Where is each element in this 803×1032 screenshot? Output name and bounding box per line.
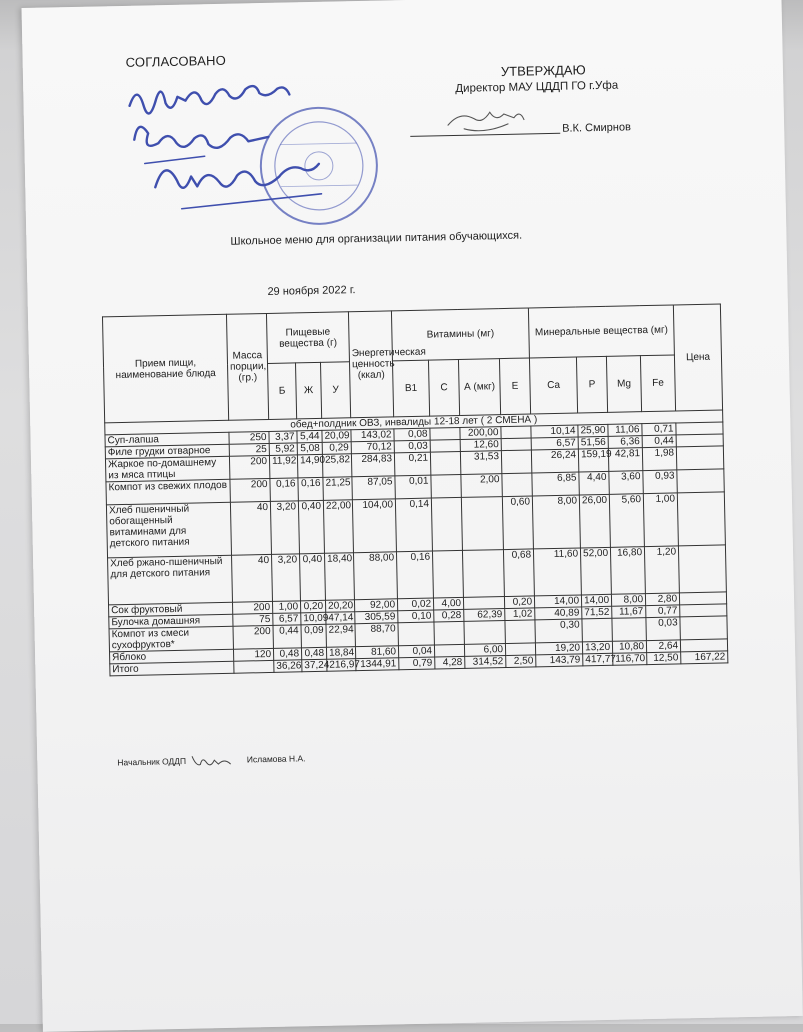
value-cell: 116,70	[613, 653, 647, 666]
value-cell: 200	[233, 625, 273, 649]
value-cell: 305,59	[355, 611, 398, 624]
value-cell: 0,44	[273, 625, 301, 649]
director-name: В.К. Смирнов	[562, 121, 631, 135]
value-cell: 40	[232, 554, 273, 602]
value-cell: 40,89	[535, 607, 582, 620]
value-cell: 0,16	[396, 551, 433, 599]
value-cell: 11,67	[612, 606, 646, 619]
dish-name-cell: Хлеб пшеничный обогащенный витаминами для детского питания	[106, 502, 231, 558]
value-cell: 6,57	[531, 437, 578, 450]
value-cell: 5,92	[269, 443, 297, 456]
value-cell: 4,40	[579, 471, 609, 495]
header-zh: Ж	[295, 362, 321, 419]
value-cell: 2,80	[645, 593, 679, 606]
value-cell: 0,03	[646, 617, 681, 641]
value-cell: 0,48	[273, 648, 301, 661]
value-cell: 1,20	[644, 546, 679, 594]
header-b: Б	[268, 363, 297, 420]
approved-heading: СОГЛАСОВАНО	[125, 52, 227, 70]
value-cell: 2,50	[506, 655, 536, 668]
value-cell	[677, 492, 725, 546]
header-minerals: Минеральные вещества (мг)	[528, 305, 674, 358]
value-cell: 200,00	[460, 427, 501, 440]
value-cell: 52,00	[580, 547, 611, 595]
value-cell: 0,60	[502, 496, 533, 550]
value-cell: 75	[233, 613, 273, 626]
value-cell: 0,04	[398, 645, 434, 658]
value-cell: 22,00	[323, 500, 353, 554]
value-cell: 104,00	[352, 499, 396, 553]
value-cell: 0,09	[301, 624, 326, 648]
value-cell	[432, 550, 463, 598]
footer-signature	[188, 752, 234, 771]
value-cell: 3,20	[272, 554, 301, 602]
value-cell: 11,60	[533, 548, 581, 596]
value-cell	[430, 451, 460, 475]
dish-name-cell: Компот из смеси сухофруктов*	[109, 626, 233, 652]
document-sheet	[22, 0, 803, 1032]
value-cell: 25,90	[578, 424, 608, 437]
value-cell: 88,00	[353, 552, 397, 600]
value-cell: 71,52	[582, 606, 612, 619]
value-cell: 167,22	[681, 651, 728, 664]
value-cell: 6,57	[273, 613, 301, 626]
value-cell: 0,28	[434, 609, 464, 622]
value-cell: 1,98	[642, 447, 677, 471]
value-cell: 8,00	[532, 495, 580, 549]
value-cell: 0,68	[503, 549, 534, 597]
value-cell: 8,00	[611, 594, 645, 607]
value-cell: 1,00	[643, 493, 678, 547]
header-c: C	[428, 359, 459, 416]
value-cell: 14,00	[581, 594, 611, 607]
value-cell: 0,10	[398, 610, 434, 623]
value-cell: 3,60	[609, 471, 643, 495]
value-cell: 5,08	[297, 442, 322, 455]
value-cell: 25,82	[322, 454, 351, 478]
dish-name-cell: Жаркое по-домашнему из мяса птицы	[105, 456, 229, 482]
value-cell: 0,30	[535, 619, 582, 643]
value-cell	[676, 434, 723, 447]
value-cell	[680, 639, 727, 652]
value-cell: 0,02	[397, 598, 433, 611]
value-cell: 36,26	[274, 660, 302, 673]
value-cell: 51,56	[578, 436, 608, 449]
header-b1: B1	[392, 360, 429, 417]
value-cell: 284,83	[351, 453, 394, 477]
value-cell: 62,39	[464, 609, 505, 622]
value-cell	[430, 427, 460, 440]
value-cell: 417,77	[583, 653, 613, 666]
value-cell	[612, 618, 646, 642]
value-cell: 10,14	[531, 425, 578, 438]
value-cell	[462, 550, 504, 598]
value-cell: 16,80	[610, 547, 645, 595]
value-cell: 0,40	[299, 553, 325, 601]
dish-name-cell: Суп-лапша	[105, 432, 229, 447]
value-cell: 5,60	[609, 494, 644, 548]
header-a: А (мкг)	[458, 359, 500, 416]
value-cell: 4,00	[433, 597, 463, 610]
value-cell	[679, 592, 726, 605]
value-cell: 14,00	[534, 595, 581, 608]
value-cell: 143,02	[351, 429, 394, 442]
value-cell: 25	[229, 443, 269, 456]
value-cell: 0,71	[642, 423, 676, 436]
value-cell: 26,24	[531, 449, 578, 473]
value-cell: 159,19	[578, 448, 608, 472]
value-cell: 0,44	[642, 435, 676, 448]
value-cell	[582, 618, 612, 642]
value-cell: 250	[229, 431, 269, 444]
header-vitamins: Витамины (мг)	[391, 308, 529, 361]
value-cell: 0,29	[322, 442, 351, 455]
value-cell: 70,12	[351, 441, 394, 454]
dish-name-cell: Филе грудки отварное	[105, 444, 229, 459]
value-cell: 20,20	[325, 600, 354, 613]
value-cell: 0,93	[643, 470, 678, 494]
header-meal: Прием пищи, наименование блюда	[102, 314, 228, 423]
value-cell: 200	[232, 601, 272, 614]
footer-position: Начальник ОДДП	[117, 756, 187, 768]
value-cell: 47,14	[326, 612, 355, 625]
signature-text: Ознакомлено Директор А.Р. Нургалиев	[122, 226, 231, 235]
dish-name-cell: Компот из свежих плодов	[106, 479, 230, 505]
value-cell: 92,00	[354, 599, 397, 612]
value-cell	[676, 446, 723, 470]
value-cell: 0,16	[298, 477, 323, 501]
header-u: У	[320, 362, 350, 419]
value-cell: 2,64	[646, 640, 680, 653]
value-cell: 10,09	[301, 612, 326, 625]
value-cell	[501, 450, 532, 474]
dish-name-cell: Хлеб ржано-пшеничный для детского питания	[108, 555, 233, 605]
value-cell: 20,09	[322, 430, 351, 443]
value-cell: 4,28	[435, 656, 465, 669]
value-cell: 1344,91	[356, 658, 399, 671]
value-cell: 2,00	[461, 474, 502, 498]
approve-heading: УТВЕРЖДАЮ	[500, 62, 586, 80]
header-ca: Ca	[529, 357, 577, 414]
footer-name: Исламова Н.А.	[246, 753, 306, 765]
value-cell: 12,50	[647, 652, 681, 665]
value-cell: 0,20	[300, 600, 325, 613]
value-cell	[398, 622, 434, 646]
value-cell: 88,70	[355, 623, 398, 647]
value-cell	[431, 474, 461, 498]
value-cell: 0,16	[270, 478, 298, 502]
value-cell: 12,60	[460, 439, 501, 452]
value-cell	[434, 644, 464, 657]
value-cell: 0,79	[399, 657, 435, 670]
value-cell: 0,03	[394, 440, 430, 453]
header-mg: Mg	[606, 356, 641, 413]
value-cell: 19,20	[535, 642, 582, 655]
value-cell: 40	[230, 501, 271, 555]
value-cell: 0,77	[646, 605, 680, 618]
value-cell: 22,94	[326, 624, 355, 648]
value-cell	[505, 620, 536, 644]
value-cell: 143,79	[536, 654, 583, 667]
value-cell: 11,92	[269, 455, 297, 479]
value-cell: 21,25	[323, 477, 352, 501]
value-cell	[434, 621, 464, 645]
value-cell: 1,00	[272, 601, 300, 614]
value-cell: 37,24	[302, 659, 327, 672]
value-cell: 87,05	[352, 476, 395, 500]
dish-name-cell: Булочка домашняя	[109, 614, 233, 629]
value-cell: 6,00	[464, 644, 505, 657]
value-cell: 18,40	[324, 553, 354, 601]
value-cell: 18,84	[326, 647, 355, 660]
value-cell: 81,60	[355, 646, 398, 659]
value-cell: 0,08	[394, 428, 430, 441]
value-cell: 216,97	[327, 659, 356, 672]
header-e: Е	[499, 358, 530, 415]
value-cell	[676, 422, 723, 435]
value-cell	[678, 545, 726, 593]
signature-and-seal	[119, 72, 392, 238]
value-cell	[680, 616, 727, 640]
value-cell: 0,20	[504, 596, 534, 609]
value-cell: 6,36	[608, 436, 642, 449]
value-cell: 0,14	[395, 498, 432, 552]
value-cell	[502, 473, 533, 497]
value-cell	[464, 621, 505, 645]
value-cell: 13,20	[582, 641, 612, 654]
value-cell: 0,21	[394, 452, 430, 476]
value-cell: 5,44	[297, 430, 322, 443]
value-cell: 200	[229, 455, 269, 479]
value-cell	[501, 426, 531, 439]
value-cell: 26,00	[579, 494, 610, 548]
value-cell: 31,53	[460, 451, 501, 475]
value-cell: 42,81	[608, 448, 642, 472]
header-nutrients: Пищевые вещества (г)	[266, 312, 349, 364]
header-energy: Энергетическая ценность (ккал)	[348, 311, 393, 418]
section-label: обед+полдник ОВЗ, инвалиды 12-18 лет ( 2 СМЕНА )	[105, 410, 723, 435]
header-p: P	[576, 356, 607, 413]
document-title: Школьное меню для организации питания обучающихся.	[230, 229, 523, 248]
value-cell	[234, 660, 274, 673]
value-cell	[463, 597, 504, 610]
value-cell	[431, 497, 462, 551]
value-cell: 10,80	[612, 641, 646, 654]
value-cell: 0,40	[298, 500, 324, 554]
value-cell: 6,85	[532, 472, 579, 496]
menu-table	[102, 303, 728, 676]
value-cell: 314,52	[465, 656, 506, 669]
value-cell: 3,20	[270, 501, 299, 555]
document-date: 29 ноября 2022 г.	[267, 284, 356, 298]
footer-signoff	[117, 750, 306, 772]
director-title: Директор МАУ ЦДДП ГО г.Уфа	[455, 79, 619, 95]
header-mass: Масса порции, (гр.)	[226, 313, 268, 420]
value-cell	[680, 604, 727, 617]
value-cell: 14,90	[297, 454, 322, 478]
value-cell: 0,01	[395, 475, 431, 499]
value-cell	[430, 439, 460, 452]
value-cell: 120	[233, 648, 273, 661]
dish-name-cell: Сок фруктовый	[109, 602, 233, 617]
value-cell: 11,06	[608, 424, 642, 437]
value-cell: 0,48	[301, 647, 326, 660]
value-cell	[677, 469, 724, 493]
dish-name-cell: Яблоко	[110, 649, 234, 664]
value-cell: 1,02	[505, 608, 535, 621]
dish-name-cell: Итого	[110, 661, 234, 676]
header-price: Цена	[673, 304, 722, 411]
value-cell: 3,37	[269, 431, 297, 444]
value-cell	[505, 643, 535, 656]
value-cell: 200	[230, 478, 270, 502]
value-cell	[461, 497, 503, 551]
value-cell	[501, 438, 531, 451]
header-fe: Fe	[640, 355, 675, 412]
